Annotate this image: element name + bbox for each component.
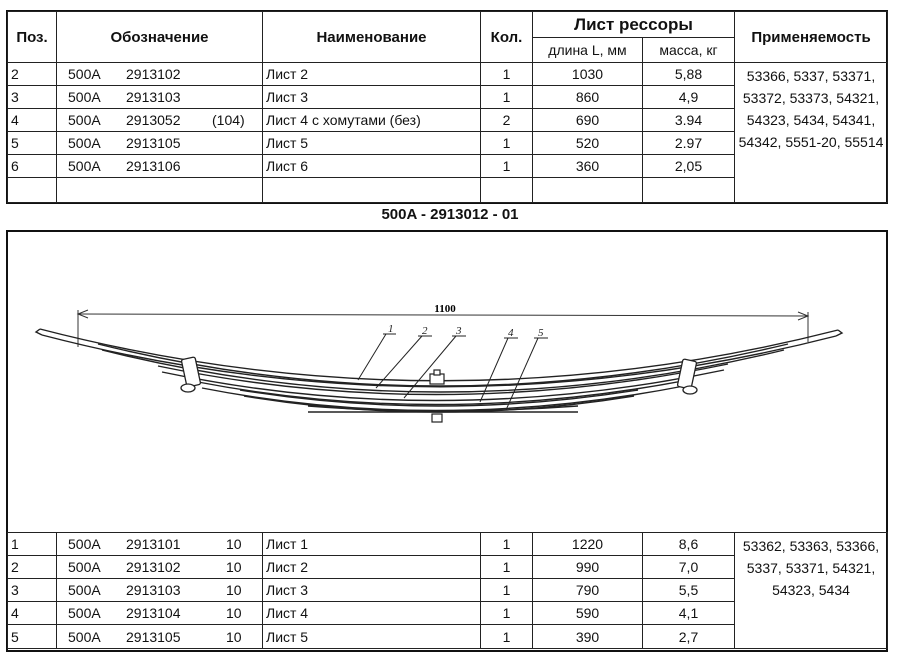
row-name: Лист 3 [263, 579, 481, 602]
row-mass: 5,5 [643, 579, 735, 602]
dimension-line [78, 310, 808, 347]
row-name: Лист 4 с хомутами (без) [263, 109, 481, 132]
row-length: 360 [533, 155, 643, 178]
row-pos: 2 [8, 63, 57, 86]
row-pos: 3 [8, 579, 57, 602]
leaf-spring-drawing [8, 232, 886, 532]
row-qty: 1 [481, 602, 533, 625]
row-qty: 1 [481, 63, 533, 86]
row-mass: 5,88 [643, 63, 735, 86]
row-length: 390 [533, 625, 643, 649]
row-name: Лист 2 [263, 63, 481, 86]
applicability-cell: 53366, 5337, 53371, 53372, 53373, 54321, 54323, 5434, 54341, 54342, 5551-20, 55514 [735, 63, 888, 203]
assembly-title: 500A - 2913012 - 01 [381, 206, 519, 223]
row-pos: 3 [8, 86, 57, 109]
row-length: 1220 [533, 533, 643, 556]
row-name: Лист 1 [263, 533, 481, 556]
row-length: 690 [533, 109, 643, 132]
clamp-right [677, 359, 697, 394]
callout-numbers [388, 323, 544, 339]
table-row [8, 63, 888, 86]
row-pos: 1 [8, 533, 57, 556]
row-name: Лист 2 [263, 556, 481, 579]
header-applicability: Применяемость [735, 12, 888, 63]
row-pos: 5 [8, 625, 57, 649]
row-name: Лист 4 [263, 602, 481, 625]
row-qty: 1 [481, 155, 533, 178]
row-mass: 2,7 [643, 625, 735, 649]
row-name: Лист 6 [263, 155, 481, 178]
row-pos: 5 [8, 132, 57, 155]
row-pos: 6 [8, 155, 57, 178]
callout-1: 1 [388, 323, 394, 335]
row-designation: 500A 2913106 [57, 155, 263, 178]
row-pos: 4 [8, 109, 57, 132]
row-length: 590 [533, 602, 643, 625]
row-designation: 500A 2913105 10 [57, 625, 263, 649]
row-qty: 1 [481, 132, 533, 155]
dimension-label: 1100 [434, 303, 456, 315]
row-mass: 8,6 [643, 533, 735, 556]
row-length: 1030 [533, 63, 643, 86]
row-designation: 500A 2913101 10 [57, 533, 263, 556]
row-length: 860 [533, 86, 643, 109]
callout-2: 2 [422, 325, 428, 337]
row-designation: 500A 2913103 10 [57, 579, 263, 602]
row-designation: 500A 2913102 10 [57, 556, 263, 579]
header-length: длина L, мм [533, 38, 643, 63]
header-name: Наименование [263, 12, 481, 63]
row-mass: 2,05 [643, 155, 735, 178]
row-qty: 1 [481, 579, 533, 602]
row-name: Лист 5 [263, 625, 481, 649]
top-table [7, 11, 888, 203]
row-designation: 500A 2913052 (104) [57, 109, 263, 132]
row-length: 990 [533, 556, 643, 579]
row-designation: 500A 2913105 [57, 132, 263, 155]
row-qty: 1 [481, 625, 533, 649]
row-pos: 2 [8, 556, 57, 579]
row-designation: 500A 2913104 10 [57, 602, 263, 625]
header-pos: Поз. [8, 12, 57, 63]
row-mass: 3.94 [643, 109, 735, 132]
spring-eyes [36, 329, 842, 336]
callout-5: 5 [538, 327, 544, 339]
row-mass: 7,0 [643, 556, 735, 579]
row-length: 520 [533, 132, 643, 155]
row-pos: 4 [8, 602, 57, 625]
row-length: 790 [533, 579, 643, 602]
bottom-table [7, 532, 888, 649]
row-designation: 500A 2913103 [57, 86, 263, 109]
row-qty: 1 [481, 533, 533, 556]
callout-4: 4 [508, 327, 514, 339]
row-mass: 4,9 [643, 86, 735, 109]
header-designation: Обозначение [57, 12, 263, 63]
table-row [8, 533, 888, 556]
applicability-cell: 53362, 53363, 53366, 5337, 53371, 54321, 54323, 5434 [735, 533, 888, 649]
header-leaf-group: Лист рессоры [533, 12, 735, 38]
row-mass: 2.97 [643, 132, 735, 155]
callout-3: 3 [456, 325, 462, 337]
center-bolt [430, 370, 444, 422]
row-qty: 1 [481, 556, 533, 579]
row-mass: 4,1 [643, 602, 735, 625]
row-qty: 2 [481, 109, 533, 132]
row-designation: 500A 2913102 [57, 63, 263, 86]
row-qty: 1 [481, 86, 533, 109]
row-name: Лист 3 [263, 86, 481, 109]
row-name: Лист 5 [263, 132, 481, 155]
header-qty: Кол. [481, 12, 533, 63]
header-mass: масса, кг [643, 38, 735, 63]
